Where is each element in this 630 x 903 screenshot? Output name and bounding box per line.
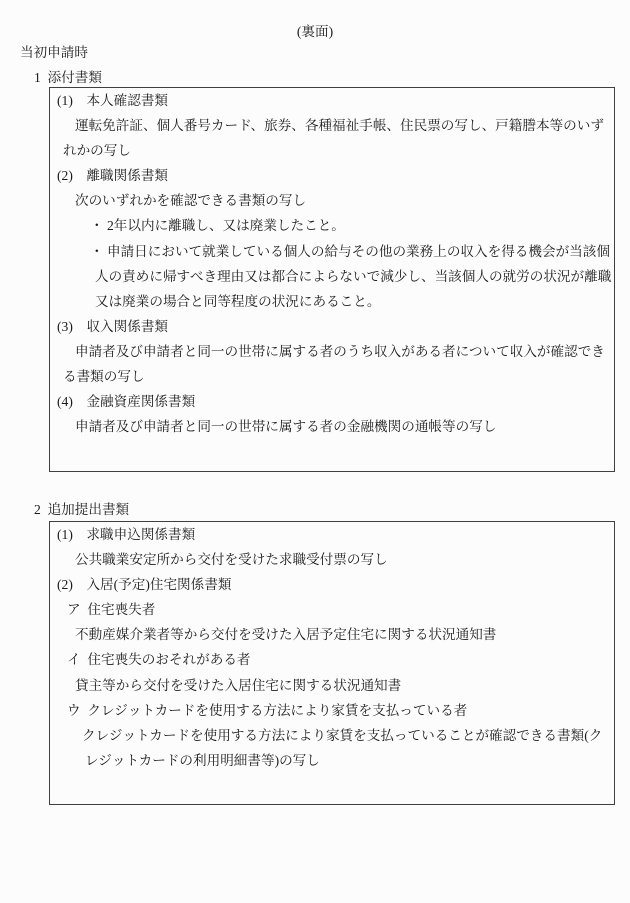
document-line: (1) 本人確認書類	[57, 93, 169, 108]
document-line: (3) 収入関係書類	[57, 318, 169, 334]
additional-documents-box	[49, 521, 615, 805]
document-line: 人の責めに帰すべき理由又は都合によらないで減少し、当該個人の就労の状況が離職	[95, 268, 612, 284]
document-line: 公共職業安定所から交付を受けた求職受付票の写し	[75, 552, 388, 568]
document-line: ・ 2年以内に離職し、又は廃業したこと。	[90, 218, 345, 234]
section-1-heading: 1 添付書類	[34, 70, 102, 85]
document-line: (1) 求職申込関係書類	[57, 527, 196, 542]
document-line: ウ クレジットカードを使用する方法により家賃を支払っている者	[67, 702, 468, 718]
document-line: ア 住宅喪失者	[67, 602, 156, 618]
document-line: (4) 金融資産関係書類	[57, 394, 196, 410]
document-line: 不動産媒介業者等から交付を受けた入居予定住宅に関する状況通知書	[75, 627, 497, 643]
document-line: イ 住宅喪失のおそれがある者	[67, 652, 251, 668]
document-line: 申請者及び申請者と同一の世帯に属する者の金融機関の通帳等の写し	[75, 419, 497, 435]
document-line: れかの写し	[63, 143, 131, 159]
document-line: レジットカードの利用明細書等)の写し	[85, 752, 320, 768]
document-line: (2) 入居(予定)住宅関係書類	[57, 577, 232, 593]
backside-label: (裏面)	[296, 24, 334, 39]
document-line: ・ 申請日において就業している個人の給与その他の業務上の収入を得る機会が当該個	[90, 243, 610, 259]
document-title: 当初申請時	[20, 45, 88, 60]
document-line: (2) 離職関係書類	[57, 168, 169, 184]
document-line: 次のいずれかを確認できる書類の写し	[75, 193, 307, 209]
section-2-heading: 2 追加提出書類	[34, 502, 130, 517]
document-line: 運転免許証、個人番号カード、旅券、各種福祉手帳、住民票の写し、戸籍謄本等のいず	[75, 118, 604, 134]
attached-documents-box	[49, 87, 615, 472]
document-line: クレジットカードを使用する方法により家賃を支払っていることが確認できる書類(ク	[82, 727, 603, 743]
document-line: 貸主等から交付を受けた入居住宅に関する状況通知書	[75, 677, 402, 693]
document-line: る書類の写し	[63, 369, 145, 385]
document-line: 又は廃業の場合と同等程度の状況にあること。	[95, 293, 381, 309]
document-line: 申請者及び申請者と同一の世帯に属する者のうち収入がある者について収入が確認でき	[75, 343, 605, 359]
